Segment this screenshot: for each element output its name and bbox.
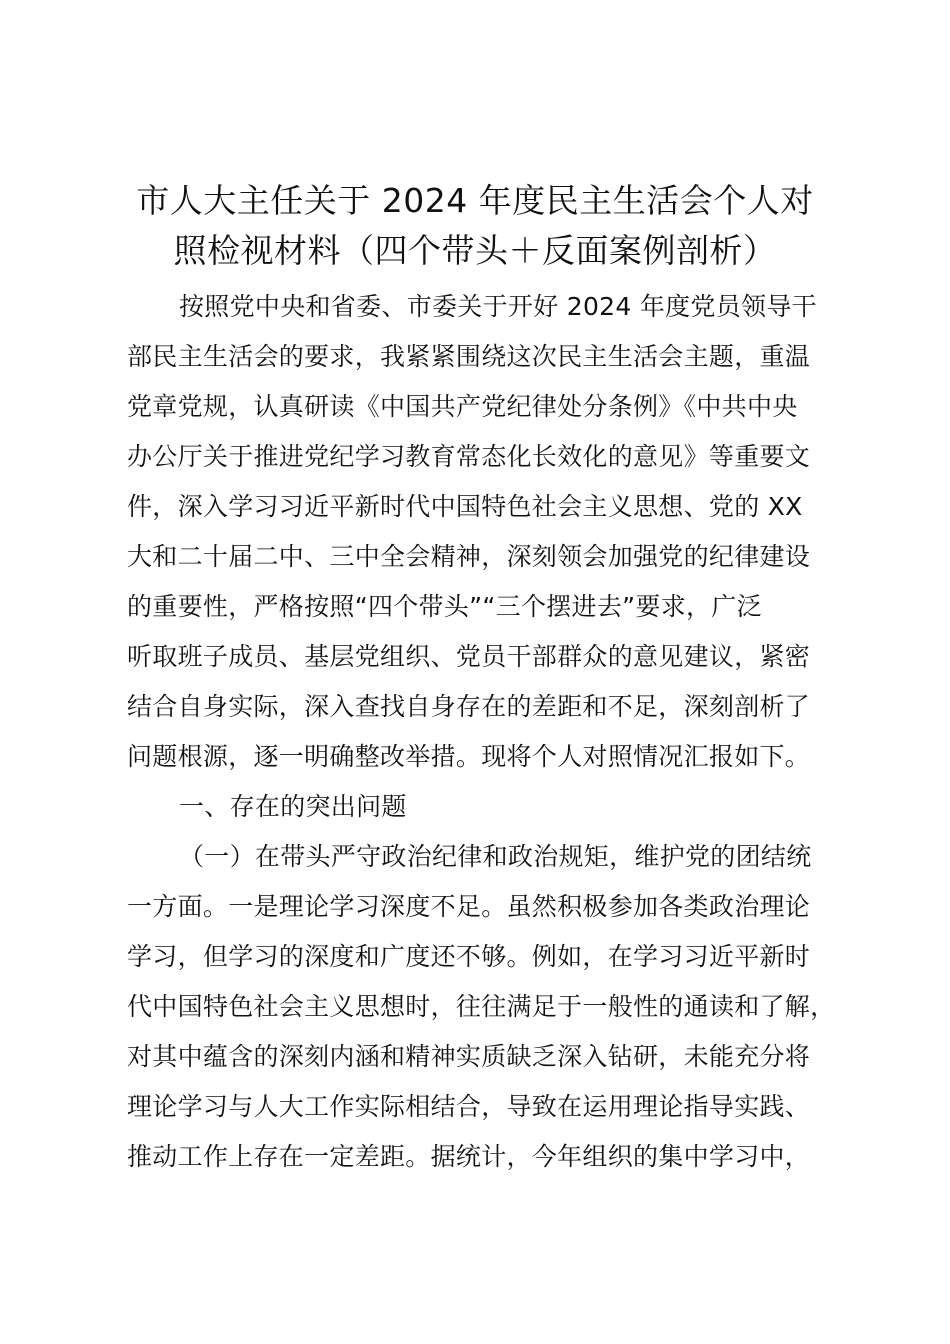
document-body: [127, 282, 839, 1182]
paragraph-line: 一方面。一是理论学习深度不足。虽然积极参加各类政治理论: [127, 892, 811, 921]
paragraph-line: 大和二十届二中、三中全会精神，深刻领会加强党的纪律建设: [127, 542, 811, 571]
paragraph-line: 件，深入学习习近平新时代中国特色社会主义思想、党的 XX: [127, 492, 803, 521]
paragraph-line: 听取班子成员、基层党组织、党员干部群众的意见建议，紧密: [127, 642, 811, 671]
paragraph-line: 办公厅关于推进党纪学习教育常态化长效化的意见》等重要文: [127, 442, 811, 471]
paragraph-line: 代中国特色社会主义思想时，往往满足于一般性的通读和了解，: [127, 992, 836, 1021]
paragraph-line: 对其中蕴含的深刻内涵和精神实质缺乏深入钻研，未能充分将: [127, 1042, 811, 1071]
paragraph-line: 问题根源，逐一明确整改举措。现将个人对照情况汇报如下。: [127, 742, 811, 771]
section-heading: 一、存在的突出问题: [179, 792, 407, 821]
document-title: [100, 178, 850, 278]
title-line: 照检视材料（四个带头＋反面案例剖析）: [173, 231, 777, 270]
title-line: 市人大主任关于 2024 年度民主生活会个人对: [136, 181, 814, 220]
paragraph-line: （一）在带头严守政治纪律和政治规矩，维护党的团结统: [179, 842, 812, 871]
paragraph-line: 学习，但学习的深度和广度还不够。例如，在学习习近平新时: [127, 942, 811, 971]
paragraph-line: 的重要性，严格按照“四个带头”“三个摆进去”要求，广泛: [127, 592, 762, 621]
paragraph-line: 理论学习与人大工作实际相结合，导致在运用理论指导实践、: [127, 1092, 811, 1121]
paragraph-line: 结合自身实际，深入查找自身存在的差距和不足，深刻剖析了: [127, 692, 811, 721]
paragraph-line: 党章党规，认真研读《中国共产党纪律处分条例》《中共中央: [127, 392, 798, 421]
section-paragraph: [127, 832, 839, 1182]
intro-paragraph: [127, 282, 839, 782]
paragraph-line: 按照党中央和省委、市委关于开好 2024 年度党员领导干: [179, 292, 817, 321]
paragraph-line: 部民主生活会的要求，我紧紧围绕这次民主生活会主题，重温: [127, 342, 811, 371]
paragraph-line: 推动工作上存在一定差距。据统计，今年组织的集中学习中，: [127, 1142, 811, 1171]
